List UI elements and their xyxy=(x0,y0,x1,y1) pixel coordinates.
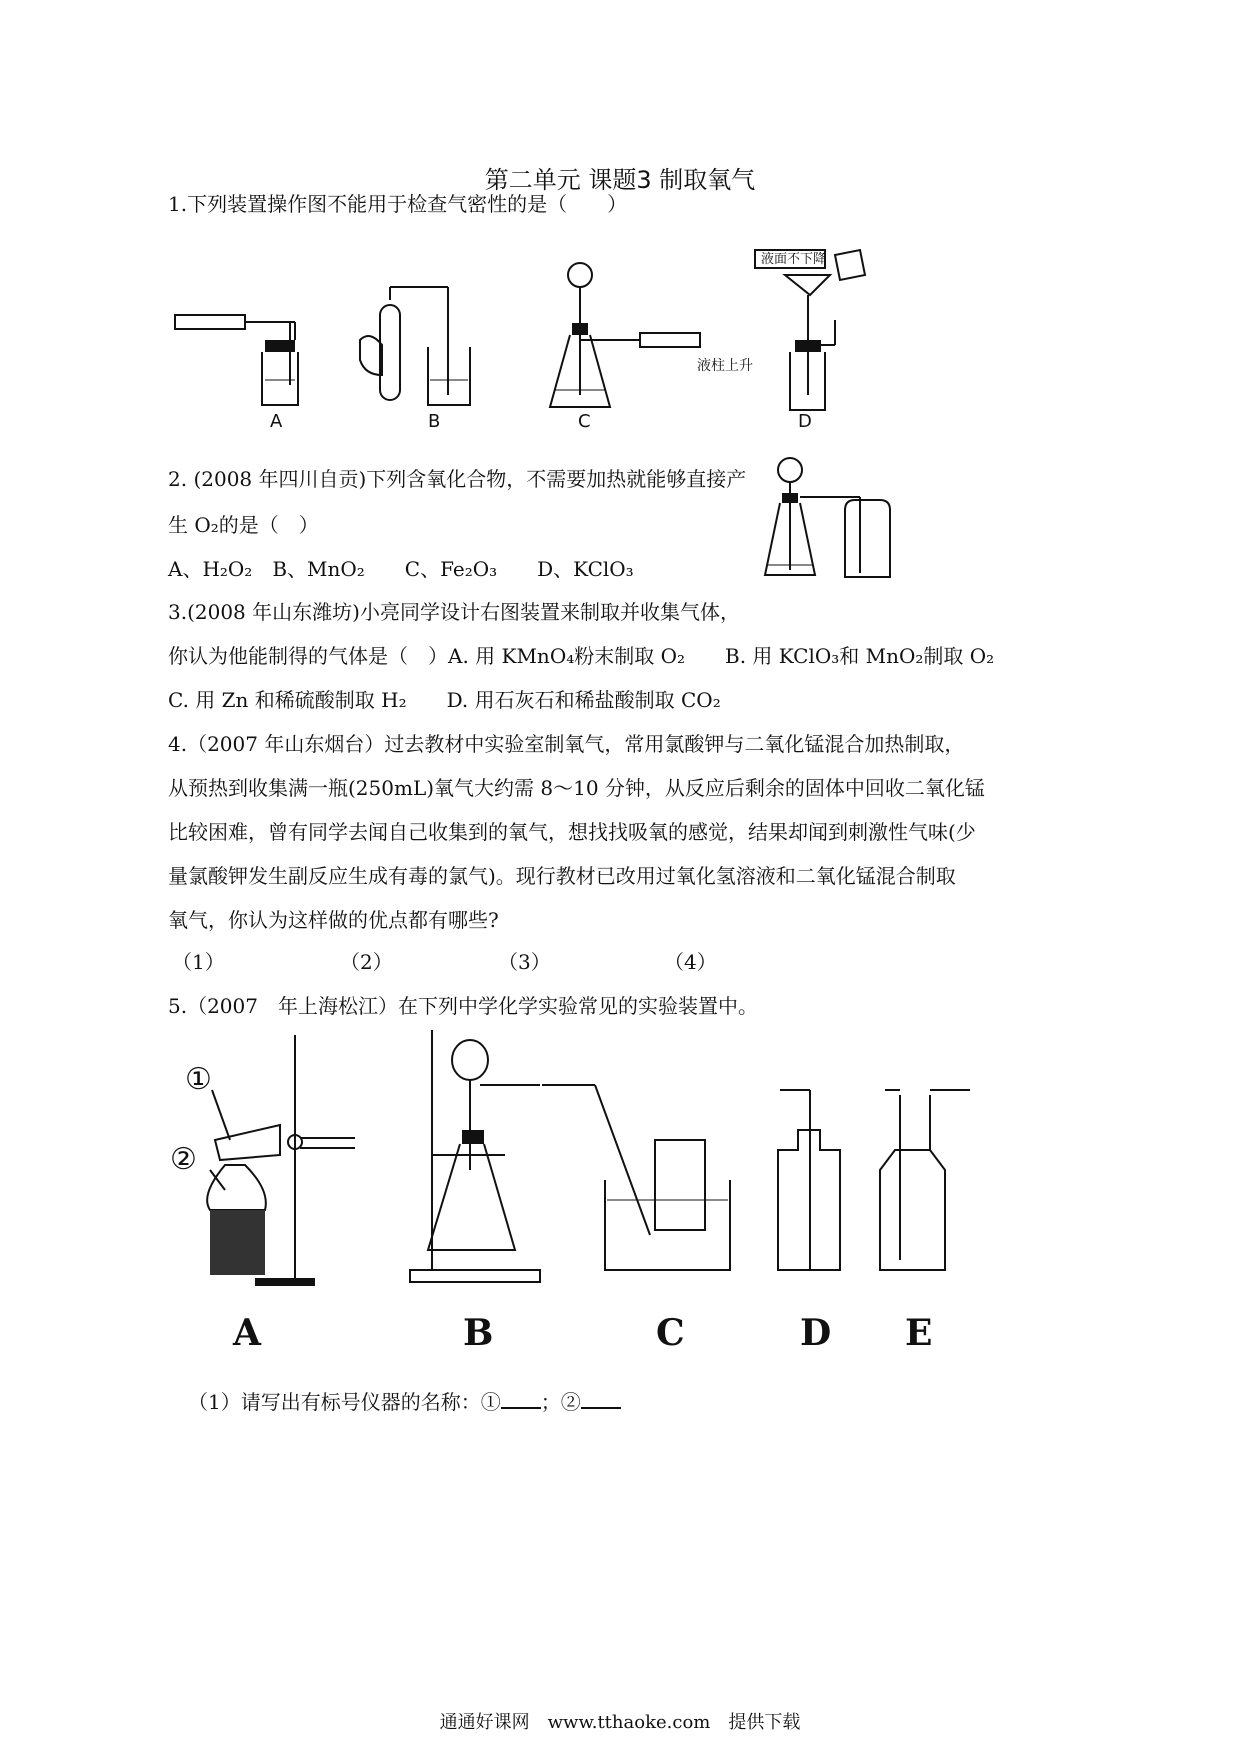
q4-line5: 氧气，你认为这样做的优点都有哪些? xyxy=(168,908,499,932)
q5-marker-2: ② xyxy=(170,1142,197,1177)
q5-sub1 xyxy=(188,1386,621,1415)
q5-apparatus-b xyxy=(410,1030,540,1282)
page-title: 第二单元 课题3 制取氧气 xyxy=(484,166,756,194)
q5-label-c: C xyxy=(656,1312,685,1354)
q4-answer-1: （1） xyxy=(172,950,225,974)
q5-apparatus-c xyxy=(542,1085,730,1270)
q5-label-a: A xyxy=(233,1312,261,1354)
q1-apparatus-b xyxy=(360,287,470,405)
q1-apparatus-d xyxy=(755,250,865,410)
q1-c-note: 液柱上升 xyxy=(697,358,753,374)
q5-diagrams xyxy=(170,1030,990,1300)
q5-label-b: B xyxy=(463,1312,494,1354)
q1-label-b: B xyxy=(428,411,441,432)
q4-answer-2: （2） xyxy=(340,950,393,974)
q5-label-d: D xyxy=(800,1312,832,1354)
q5-apparatus-d xyxy=(778,1090,840,1270)
q4-line3: 比较困难，曾有同学去闻自己收集到的氧气，想找找吸氧的感觉，结果却闻到刺激性气味(少 xyxy=(168,820,976,844)
q4-answer-4: （4） xyxy=(664,950,717,974)
q4-line1: 4.（2007 年山东烟台）过去教材中实验室制氧气，常用氯酸钾与二氧化锰混合加热制取， xyxy=(168,732,965,756)
footer: 通通好课网 www.tthaoke.com 提供下载 xyxy=(439,1712,801,1733)
q4-line2: 从预热到收集满一瓶(250mL)氧气大约需 8～10 分钟，从反应后剩余的固体中回收二氧化锰 xyxy=(168,776,985,800)
q4-answer-3: （3） xyxy=(498,950,551,974)
q3-line2: 你认为他能制得的气体是（ ）A. 用 KMnO₄粉末制取 O₂ B. 用 KClO₃和 MnO₂制取 O₂ xyxy=(168,644,995,668)
q2-line1: 2. (2008 年四川自贡)下列含氧化合物，不需要加热就能够直接产 xyxy=(168,467,747,491)
answer-blank-1[interactable] xyxy=(501,1389,541,1409)
q4-line4: 量氯酸钾发生副反应生成有毒的氯气)。现行教材已改用过氧化氢溶液和二氧化锰混合制取 xyxy=(168,864,956,888)
q5-sub1-mid: ；② xyxy=(540,1390,581,1414)
q1-apparatus-a xyxy=(175,315,298,405)
q5-label-e: E xyxy=(905,1312,933,1354)
q5-marker-1: ① xyxy=(185,1062,212,1097)
q1-label-a: A xyxy=(270,411,283,432)
q2-line2: 生 O₂的是（ ） xyxy=(168,513,319,537)
q5-apparatus-e xyxy=(880,1090,970,1270)
answer-blank-2[interactable] xyxy=(581,1389,621,1409)
q5-sub1-prefix: （1）请写出有标号仪器的名称：① xyxy=(188,1390,501,1414)
q1-label-c: C xyxy=(578,411,591,432)
q3-apparatus xyxy=(760,455,910,585)
q3-line3: C. 用 Zn 和稀硫酸制取 H₂ D. 用石灰石和稀盐酸制取 CO₂ xyxy=(168,688,721,712)
q1-apparatus-c xyxy=(550,263,700,407)
q1-d-note: 液面不下降 xyxy=(761,252,827,267)
q2-options: A、H₂O₂ B、MnO₂ C、Fe₂O₃ D、KClO₃ xyxy=(168,557,634,581)
q5-text: 5.（2007 年上海松江）在下列中学化学实验常见的实验装置中。 xyxy=(168,994,758,1018)
q1-label-d: D xyxy=(798,411,812,432)
q1-text: 1.下列装置操作图不能用于检查气密性的是（ ） xyxy=(168,192,628,216)
q3-line1: 3.(2008 年山东潍坊)小亮同学设计右图装置来制取并收集气体， xyxy=(168,600,740,624)
q5-apparatus-a xyxy=(207,1035,355,1286)
